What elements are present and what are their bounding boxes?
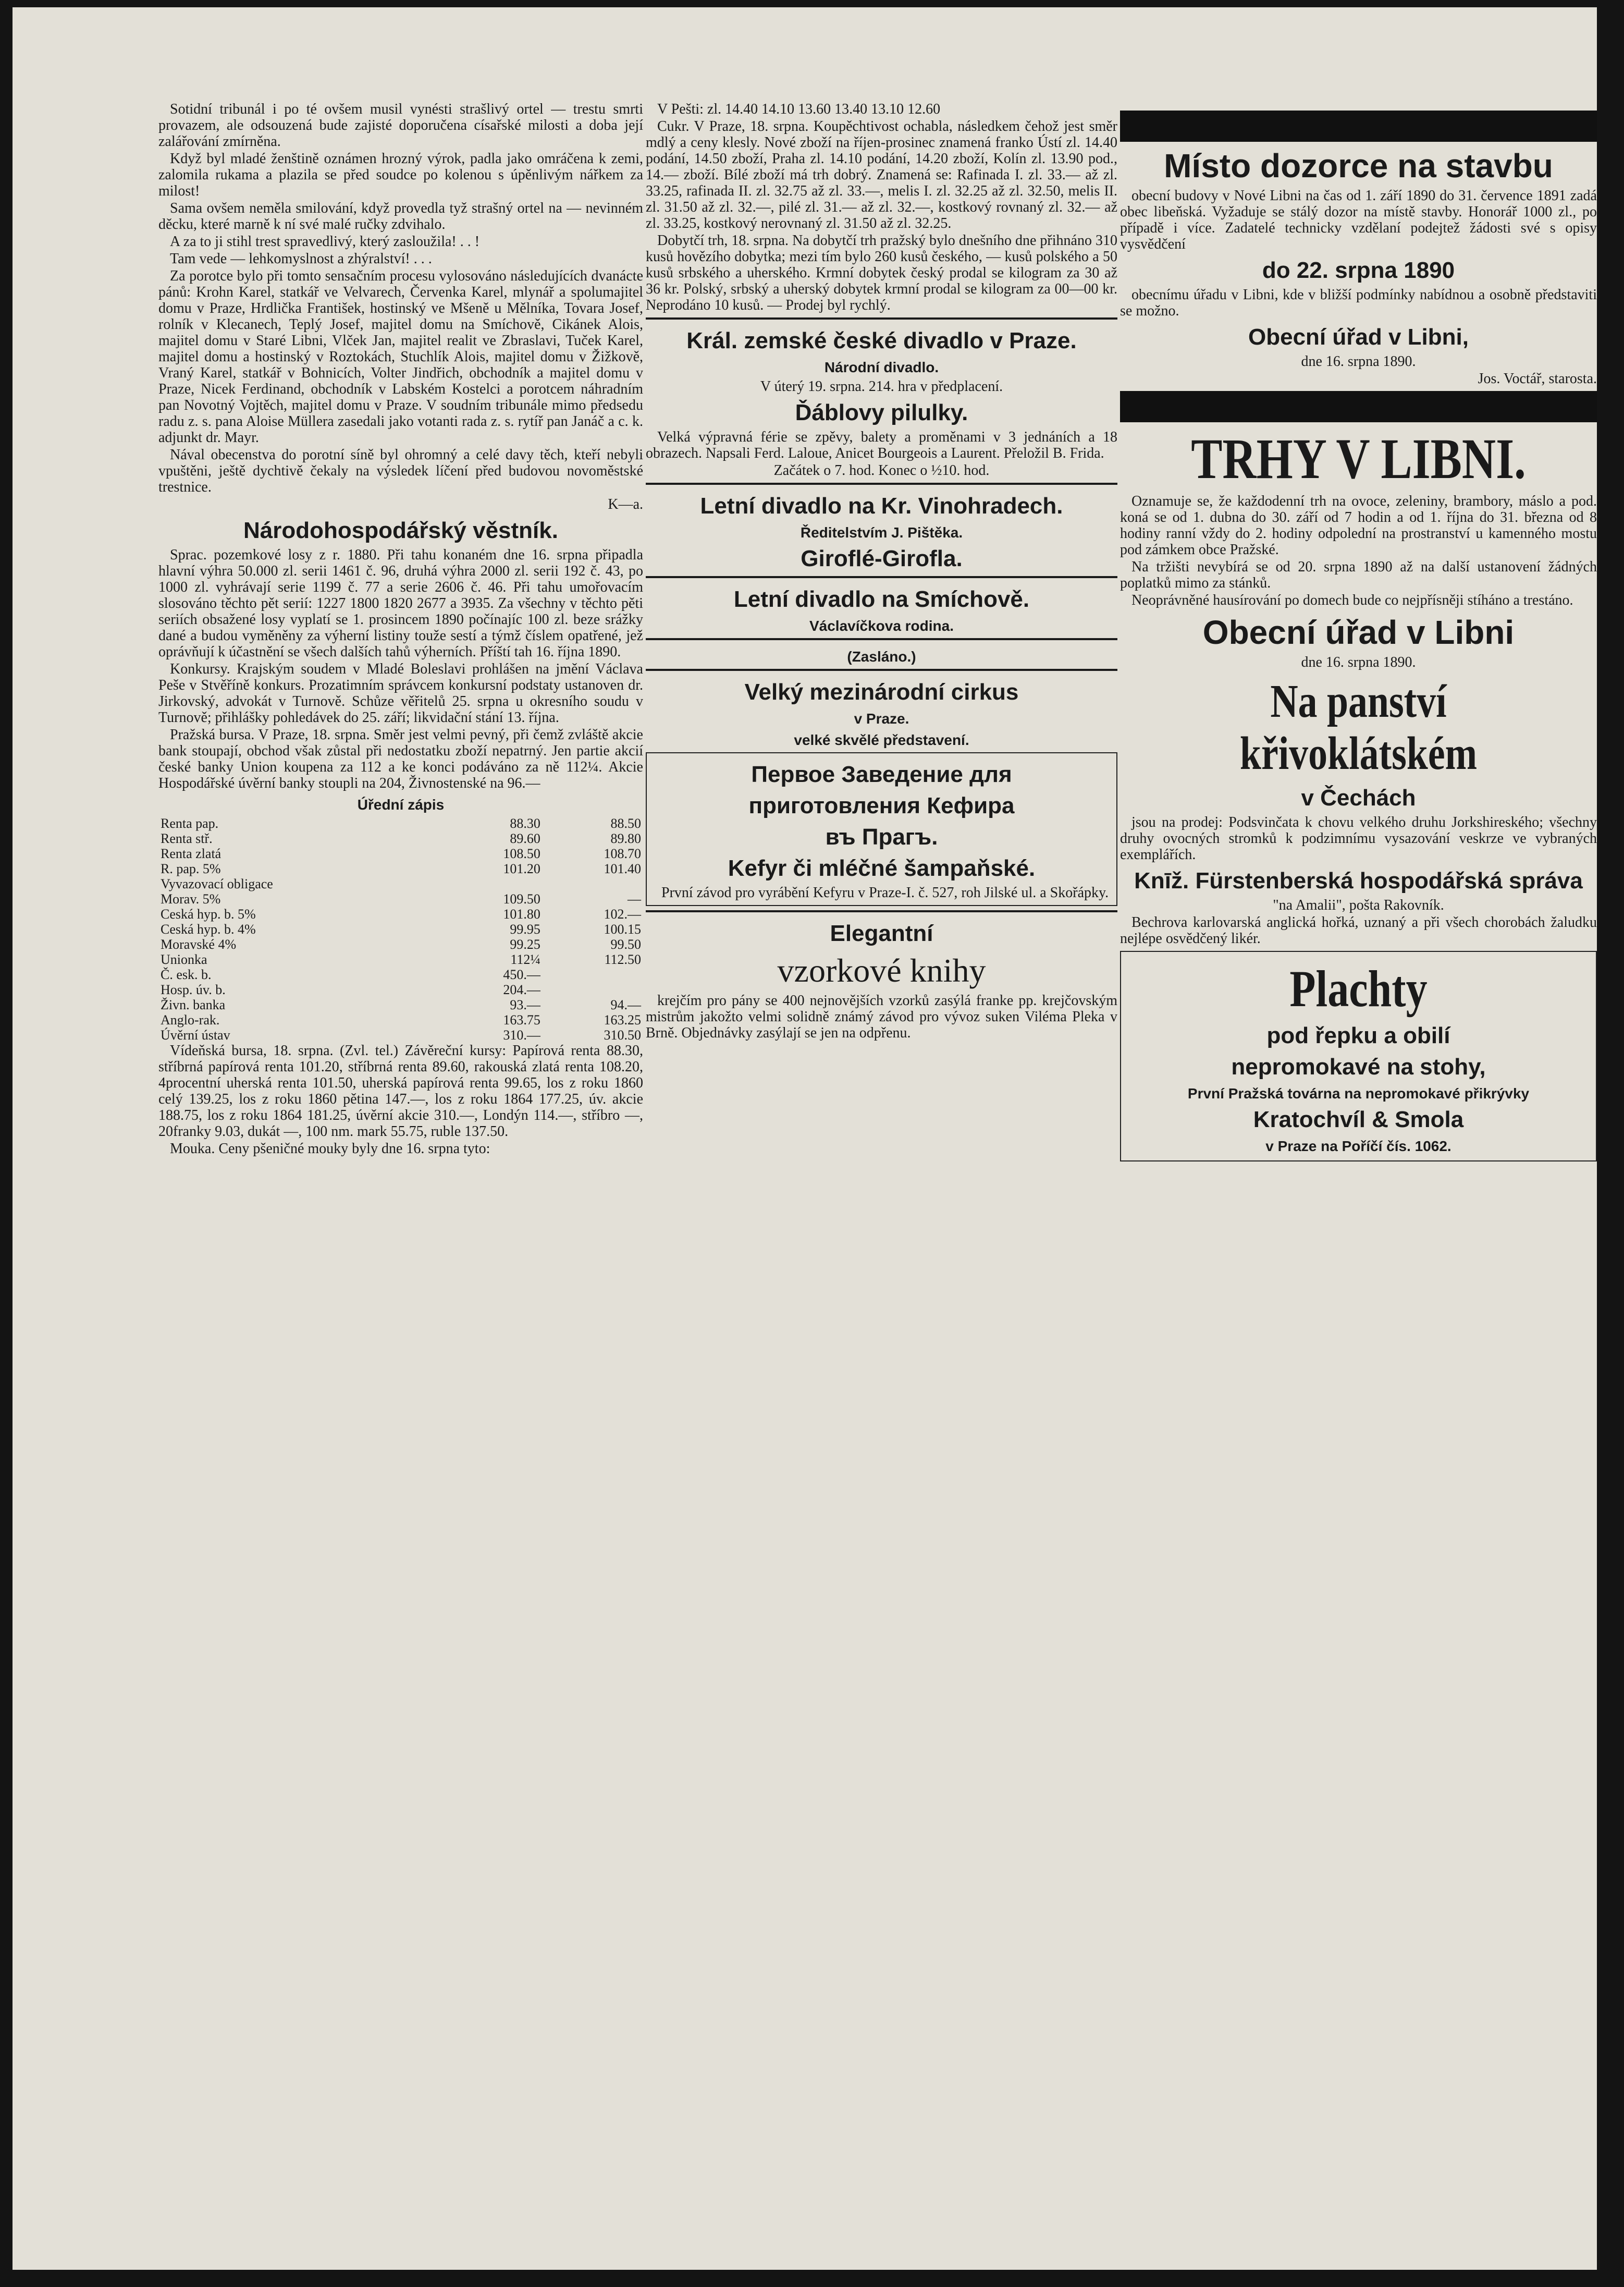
table-cell: 89.60 (510, 831, 540, 846)
table-cell: R. pap. 5% (161, 861, 221, 876)
article-paragraph: Za porotce bylo při tomto sensačním procesu vylosováno následujících dvanácte pánů: Krohn Karel, statkář ve Velvarech, Červenka Karel, mlynář a spolumajitel domu v Praze, Hrdlička František, hostinský ve Mšeně u Mělníka, Tovara Josef, rolník v Klecanech, Teplý Josef, majitel domu na Smíchově, Cikánek Alois, majitel domu v Staré Libni, Vlček Jan, majitel realit ve Zbraslavi, Tuček Karel, majitel domu a hostinský v Roztokách, Stuchlík Alois, majitel domu v Žižkově, Vraný Karel, statkář v Bohnicích, Volter Jindřich, obchodník a majitel domu v Praze, Nicek Ferdinand, obchodník v Labském Kostelci a porotcem náhradním pan Novotný Vojtěch, majitel domu v Praze. V soudním tribunále mimo předsedu radu z. s. pana Aloise Müllera zasedali jako votanti rada z. s. rytíř pan Janáč a c. k. adjunkt dr. Mayr. (158, 268, 643, 446)
kefir-line: въ Прагъ. (825, 824, 938, 850)
konkursy-notice: Konkursy. Krajským soudem v Mladé Boleslavi prohlášen na jmění Václava Peše v Stvěříně konkurs. Prozatimním správcem konkursní podstaty ustanoven dr. Jirkovský, advokát v Turnově. Schůze věřitelů 25. srpna u okresního soudu v Turnově; přihlášky pohledávek do 25. září; likvidační stání 13. října. (158, 661, 643, 726)
table-row (158, 1028, 643, 1043)
table-row (158, 891, 643, 907)
article-paragraph: Nával obecenstva do porotní síně byl ohromný a celé davy těch, kteří nebyli vpuštěni, ještě dychtivě čekaly na výsledek líčení před budovou novoměstské trestnice. (158, 447, 643, 495)
table-cell: 204.— (503, 982, 540, 997)
column-2 (646, 101, 1117, 1042)
table-cell: 88.30 (510, 816, 540, 831)
table-row (158, 846, 643, 861)
panstvi-title: Na panství křivoklátském (1239, 676, 1478, 779)
table-cell: 112¼ (510, 952, 540, 967)
table-cell: Živn. banka (161, 997, 226, 1012)
table-cell: 88.50 (610, 816, 641, 831)
panstvi-text: jsou na prodej: Podsvinčata k chovu velkého druhu Jorkshireského; všechny druhy ovocných stromků k podzimnímu vysazování veskrze ve vybraných exemplářích. (1120, 814, 1597, 863)
table-cell: Hosp. úv. b. (161, 982, 226, 997)
trhy-title: TRHY V LIBNI. (1191, 427, 1526, 491)
misto-text2: obecnímu úřadu v Libni, kde v bližší podmínky nabídnou a osobně představiti se možno. (1120, 287, 1597, 319)
table-row (158, 937, 643, 952)
kefir-line: Kefyr či mléčné šampaňské. (728, 855, 1036, 881)
trhy-text2: Neoprávněné hausírování po domech bude co nejpřísněji stíháno a trestáno. (1131, 592, 1573, 608)
table-cell: Ceská hyp. b. 4% (161, 922, 256, 937)
misto-text: obecní budovy v Nové Libni na čas od 1. září 1890 do 31. července 1891 zadá obec libeňská. Vyžaduje se stálý dozor na místě stavby. Honorář 1000 zl., po případě i více. Zadatelé technicky vzdělaní podejtež žádosti své s opisy vysvědčení (1120, 188, 1597, 252)
table-cell: Renta zlatá (161, 846, 222, 861)
table-row (158, 1012, 643, 1028)
trhy-text: Oznamuje se, že každodenní trh na ovoce, zeleniny, brambory, máslo a pod. koná se od 1. dubna do 30. září od 7 hodin a od 1. října do 31. března od 8 hodiny ranní vždy do 2. hodiny odpolední na prostranství u kamenného mostu pod zámkem obce Pražské. (1120, 493, 1597, 558)
article-paragraph: Sotidní tribunál i po té ovšem musil vynésti strašlivý ortel — trestu smrti provazem, ale odsouzená bude zajisté doporučena císařské milosti a doba její zalářování zmírněna. (158, 101, 643, 150)
table-row (158, 831, 643, 846)
table-cell: 112.50 (604, 952, 641, 967)
table-cell: 450.— (503, 967, 540, 982)
theatre-date: V úterý 19. srpna. 214. hra v předplacení. (760, 378, 1003, 395)
newspaper-page (13, 7, 1597, 2270)
mouka-report: Mouka. Ceny pšeničné mouky byly dne 16. srpna tyto: (170, 1141, 490, 1157)
firma3: v Praze na Poříčí čís. 1062. (1265, 1138, 1451, 1154)
firma1: První Pražská továrna na nepromokavé přikrývky (1187, 1085, 1530, 1102)
elegant-title: Elegantní (830, 921, 933, 946)
misto-date: do 22. srpna 1890 (1262, 258, 1455, 283)
plachty-title: Plachty (1289, 960, 1428, 1018)
theatre-title: Letní divadlo na Smíchově. (733, 586, 1030, 612)
obec-title: Obecní úřad v Libni, (1248, 324, 1469, 350)
table-cell: Renta stř. (161, 831, 213, 846)
dobytek-report: Dobytčí trh, 18. srpna. Na dobytčí trh pražský bylo dnešního dne přihnáno 310 kusů hovězího dobytka; mezi tím bylo 260 kusů českého, — kusů polského a 50 kusů srbského a uherského. Krmní dobytek český prodal se kilogram za 30 až 36 kr. Polský, srbský a uherský dobytek krmní prodal se kilogram za 00—00 kr. Neprodáno 10 kusů. — Prodej byl rychlý. (646, 233, 1117, 313)
play-title: Ďáblovy pilulky. (795, 400, 968, 425)
table-cell: 99.25 (510, 937, 540, 952)
theatre-subtitle: Ředitelstvím J. Pištěka. (800, 524, 963, 541)
table-row (158, 816, 643, 831)
table-cell: Úvěrní ústav (161, 1028, 230, 1043)
table-cell (543, 982, 643, 997)
table-row (158, 876, 643, 891)
plachty-ad (1120, 951, 1597, 1161)
theatre-title: Král. zemské české divadlo v Praze. (686, 328, 1077, 353)
table-cell: 310.50 (604, 1028, 641, 1043)
vzorkove-text: krejčím pro pány se 400 nejnovějších vzorků zasýlá franke pp. krejčovským mistrům jakožto velmi solidně známý závod pro vývoz suken Viléma Pleka v Brně. Objednávky zasýlají se jen na odpřenu. (646, 993, 1117, 1041)
table-row (158, 997, 643, 1012)
table-cell: 89.80 (610, 831, 641, 846)
market-line: V Pešti: zl. 14.40 14.10 13.60 13.40 13.10 12.60 (657, 101, 941, 117)
table-row (158, 967, 643, 982)
table-row (158, 861, 643, 876)
circus-subtitle: v Praze. (854, 711, 909, 727)
article-paragraph: A za to ji stihl trest spravedlivý, který zasloužila! . . ! (170, 234, 480, 250)
theatre-title: Letní divadlo na Kr. Vinohradech. (700, 493, 1063, 519)
section-heading: Národohospodářský věstník. (243, 518, 558, 543)
cukr-report: Cukr. V Praze, 18. srpna. Koupěchtivost ochabla, následkem čehož jest směr mdlý a ceny klesly. Nové zboží na říjen-prosinec znamená franko Ústí zl. 14.40 podání, 14.50 zboží, Praha zl. 14.10 podání, 14.20 zboží, Kolín zl. 13.90 pod., 14.— zboží. Bílé zboží má trh dobrý. Znamená se: Rafinada I. zl. 33.— až zl. 33.25, rafinada II. zl. 32.75 až zl. 33.—, melis I. zl. 32.25 až zl. 32.50, melis II. zl. 31.50 až zl. 32.—, pilé zl. 31.— až zl. 32.—, kostkový rovnaný zl. 32.— až zl. 33.25, kostkový nerovnaný zl. 31.50 až zl. 32.25. (646, 118, 1117, 231)
kefir-line: приготовления Кефира (748, 793, 1015, 818)
table-cell: 163.25 (604, 1012, 641, 1028)
kefir-ad (646, 752, 1117, 906)
table-cell: 101.20 (503, 861, 540, 876)
kefir-text: První závod pro vyrábění Kefyru v Praze-I. č. 527, roh Jilské ul. a Skořápky. (661, 885, 1109, 901)
theatre-subtitle: Národní divadlo. (824, 359, 939, 375)
table-cell (442, 876, 543, 891)
trhy-note: Na tržišti nevybírá se od 20. srpna 1890 až na další ustanovení žádných poplatků mimo za stánků. (1120, 559, 1597, 591)
table-row (158, 952, 643, 967)
vzorkove-title: vzorkové knihy (777, 952, 986, 989)
table-cell: Č. esk. b. (161, 967, 212, 982)
table-cell: Vyvazovací obligace (161, 876, 273, 891)
table-cell: 108.70 (604, 846, 641, 861)
column-1 (158, 101, 643, 1158)
starosta: Jos. Voctář, starosta. (1478, 371, 1597, 387)
decorative-bar (1120, 391, 1597, 422)
table-cell: Ceská hyp. b. 5% (161, 907, 256, 922)
kefir-line: Первое Заведение для (751, 762, 1012, 787)
table-cell: 101.80 (503, 907, 540, 922)
lottery-notice: Sprac. pozemkové losy z r. 1880. Při tahu konaném dne 16. srpna připadla hlavní výhra 50.000 zl. serii 1461 č. 96, druhá výhra 2000 zl. serii 192 č. 43, po 1000 zl. vyhrávají serie 1199 č. 77 a serie 2606 č. 46. Při tahu umořovacím slosováno těchto pět serií: 1227 1800 1820 2677 a 3935. Za všechny v těchto pěti seriích obsažené losy vyplatí se 1. prosincem 1890 počínajíc 100 zl. beze srážky dané a budou vyměněny za výherní listiny touže sestí a týmž číslem opatřené, jež oprávňují k účastnění se všech dalších tahů výherních. Příští tah 16. října 1890. (158, 547, 643, 660)
table-row (158, 982, 643, 997)
table-cell: 102.— (604, 907, 641, 922)
bursa-report: Pražská bursa. V Praze, 18. srpna. Směr jest velmi pevný, při čemž zvláště akcie bank stoupají, obchod však zůstal při nedostatku zboží nepatrný. Jen partie akcií české banky Union koupena za 112 a ke konci podáváno za ně 112¼. Akcie Hospodářské úvěrní banky stoupli na 204, Živnostenské na 96.— (158, 727, 643, 791)
table-cell: Renta pap. (161, 816, 219, 831)
decorative-bar (1120, 111, 1597, 142)
table-cell: Unionka (161, 952, 207, 967)
obec-date: dne 16. srpna 1890. (1301, 353, 1416, 370)
play-title: Giroflé-Girofla. (801, 546, 963, 571)
circus-title: Velký mezinárodní cirkus (744, 679, 1019, 705)
author-signature: K—a. (608, 496, 643, 512)
circus-performance: velké skvělé představení. (794, 732, 969, 748)
table-cell: 109.50 (503, 891, 540, 907)
table-title: Úřední zápis (357, 797, 445, 813)
cechach: v Čechách (1301, 785, 1416, 811)
table-cell: 99.95 (510, 922, 540, 937)
article-paragraph: Sama ovšem neměla smilování, když provedla tyž strašný ortel na — nevinném děcku, které marně k ní své malé ručky zdvihalo. (158, 200, 643, 233)
zaslano-heading: (Zasláno.) (847, 649, 916, 665)
repku: pod řepku a obilí (1266, 1023, 1450, 1048)
table-cell: 163.75 (503, 1012, 540, 1028)
becher-text: Bechrova karlovarská anglická hořká, uznaný a při všech chorobách žaludku nejlépe osvědčený likér. (1120, 914, 1597, 947)
play-description: Velká výpravná férie se zpěvy, balety a proměnami v 3 jednáních a 18 obrazech. Napsali Ferd. Laloue, Anicet Bourgeois a Laurent. Přeložil B. Frida. (646, 429, 1117, 461)
nepromok: nepromokavé na stohy, (1231, 1054, 1486, 1080)
obec2-date: dne 16. srpna 1890. (1301, 654, 1416, 670)
exchange-table (158, 816, 643, 1043)
column-3 (1120, 106, 1597, 1166)
table-cell (543, 876, 643, 891)
firma2: Kratochvíl & Smola (1253, 1107, 1464, 1132)
table-cell: 94.— (610, 997, 641, 1012)
table-row (158, 922, 643, 937)
table-cell: 310.— (503, 1028, 540, 1043)
table-cell: Morav. 5% (161, 891, 221, 907)
table-cell: Anglo-rak. (161, 1012, 220, 1028)
table-cell: 93.— (510, 997, 540, 1012)
play-title: Václavíčkova rodina. (809, 618, 954, 634)
table-cell: 101.40 (604, 861, 641, 876)
article-paragraph: Když byl mladé ženštině oznámen hrozný výrok, padla jako omráčena k zemi, zalomila rukama a plazila se před soudce po kolenou s úpěnlivým nářkem za milost! (158, 151, 643, 199)
obec2-title: Obecní úřad v Libni (1202, 614, 1515, 651)
article-paragraph: Tam vede — lehkomyslnost a zhýralství! . . . (170, 251, 432, 267)
table-cell: — (628, 891, 641, 907)
amalii: "na Amalii", pošta Rakovník. (1273, 897, 1444, 913)
play-time: Začátek o 7. hod. Konec o ½10. hod. (773, 462, 990, 479)
table-cell (543, 967, 643, 982)
table-row (158, 907, 643, 922)
table-cell: 100.15 (604, 922, 641, 937)
table-cell: 99.50 (610, 937, 641, 952)
table-cell: Moravské 4% (161, 937, 237, 952)
misto-title: Místo dozorce na stavbu (1164, 147, 1553, 185)
table-cell: 108.50 (503, 846, 540, 861)
vienna-report: Vídeňská bursa, 18. srpna. (Zvl. tel.) Závěreční kursy: Papírová renta 88.30, stříbrná papírová renta 101.20, stříbrná renta 89.60, rakouská zlatá renta 108.20, 4procentní uherská renta 101.50, uherská papírová renta 99.65, los z roku 1860 celý 139.25, los z roku 1860 pětina 147.—, los z roku 1864 177.25, úv. akcie 188.75, los z roku 1864 181.25, úvěrní akcie 310.—, Londýn 114.—, stříbro —, 20franky 9.03, dukát —, 100 nm. mark 55.75, ruble 137.50. (158, 1043, 643, 1140)
furst-title: Knīž. Fürstenberská hospodářská správa (1134, 868, 1583, 894)
